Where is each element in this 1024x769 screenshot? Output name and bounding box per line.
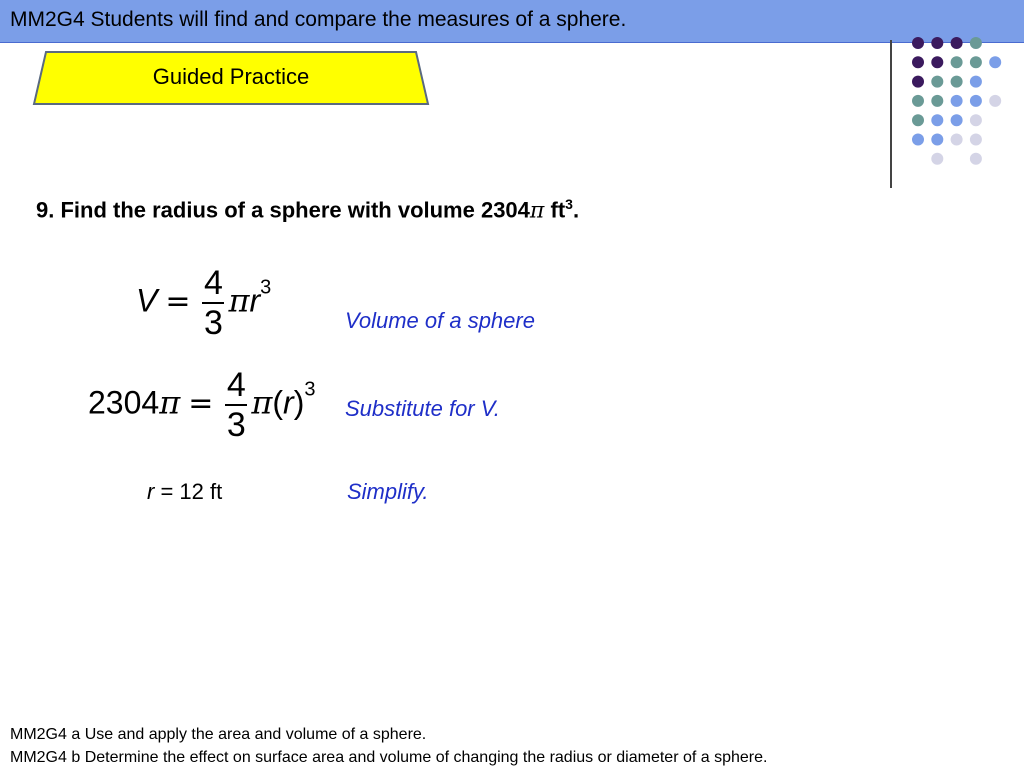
fraction-four-thirds (225, 368, 247, 442)
dot-blue (951, 114, 963, 126)
volume-value: 2304 (88, 384, 160, 421)
footer-line-2: MM2G4 b Determine the effect on surface area and volume of changing the radius or diameter of a sphere. (10, 749, 768, 766)
pi-symbol: π (228, 281, 250, 320)
dot-teal (931, 95, 943, 107)
dot-blue (951, 95, 963, 107)
vertical-divider (890, 40, 892, 188)
fraction-four-thirds (202, 266, 224, 340)
dot-lavender (931, 153, 943, 165)
dot-purple (912, 76, 924, 88)
pi-symbol: π (159, 383, 181, 422)
cube-exponent: 3 (260, 276, 272, 299)
note-substitute: Substitute for V. (345, 396, 500, 421)
slide-header (0, 0, 1024, 43)
question-pi: π (529, 198, 545, 224)
fraction-numerator: 4 (226, 366, 246, 404)
dot-teal (970, 56, 982, 68)
dot-teal (931, 76, 943, 88)
dot-lavender (970, 134, 982, 146)
dot-lavender (989, 95, 1001, 107)
dot-purple (912, 56, 924, 68)
radius-var: r (283, 384, 294, 421)
equals-sign: = (165, 284, 191, 320)
pi-symbol: π (251, 383, 273, 422)
question-unit: ft (544, 197, 566, 223)
dot-blue (989, 56, 1001, 68)
paren-close: ) (293, 384, 305, 421)
note-volume-of-sphere: Volume of a sphere (345, 308, 535, 333)
result-value: = 12 ft (154, 479, 223, 504)
dot-teal (951, 76, 963, 88)
radius-var: r (249, 282, 261, 319)
dot-teal (951, 56, 963, 68)
question-text (36, 196, 579, 223)
question-prefix: 9. Find the radius of a sphere with volume 2304 (36, 197, 530, 223)
fraction-numerator: 4 (204, 264, 223, 302)
equals-sign: = (188, 386, 214, 422)
paren-open: ( (272, 384, 284, 421)
standards-footer (10, 723, 767, 769)
dot-lavender (970, 153, 982, 165)
dot-blue (931, 134, 943, 146)
dot-teal (912, 114, 924, 126)
question-suffix: . (572, 197, 580, 223)
result-var: r (147, 479, 155, 504)
dot-lavender (970, 114, 982, 126)
dot-lavender (951, 134, 963, 146)
note-simplify: Simplify. (347, 479, 429, 504)
dot-blue (970, 95, 982, 107)
volume-formula (136, 266, 271, 340)
dot-teal (912, 95, 924, 107)
dot-blue (912, 134, 924, 146)
slide-title: MM2G4 Students will find and compare the measures of a sphere. (10, 8, 627, 31)
dot-blue (931, 114, 943, 126)
banner-label: Guided Practice (152, 64, 310, 89)
footer-line-1: MM2G4 a Use and apply the area and volume of a sphere. (10, 726, 427, 743)
dot-purple (931, 56, 943, 68)
volume-var: V (136, 282, 158, 319)
dot-blue (970, 76, 982, 88)
result-text (147, 479, 222, 505)
fraction-denominator: 3 (226, 406, 246, 444)
guided-practice-banner (32, 50, 430, 106)
cube-exponent: 3 (304, 378, 316, 401)
question-exponent: 3 (565, 196, 573, 212)
substituted-formula (88, 368, 315, 442)
fraction-denominator: 3 (204, 304, 223, 342)
